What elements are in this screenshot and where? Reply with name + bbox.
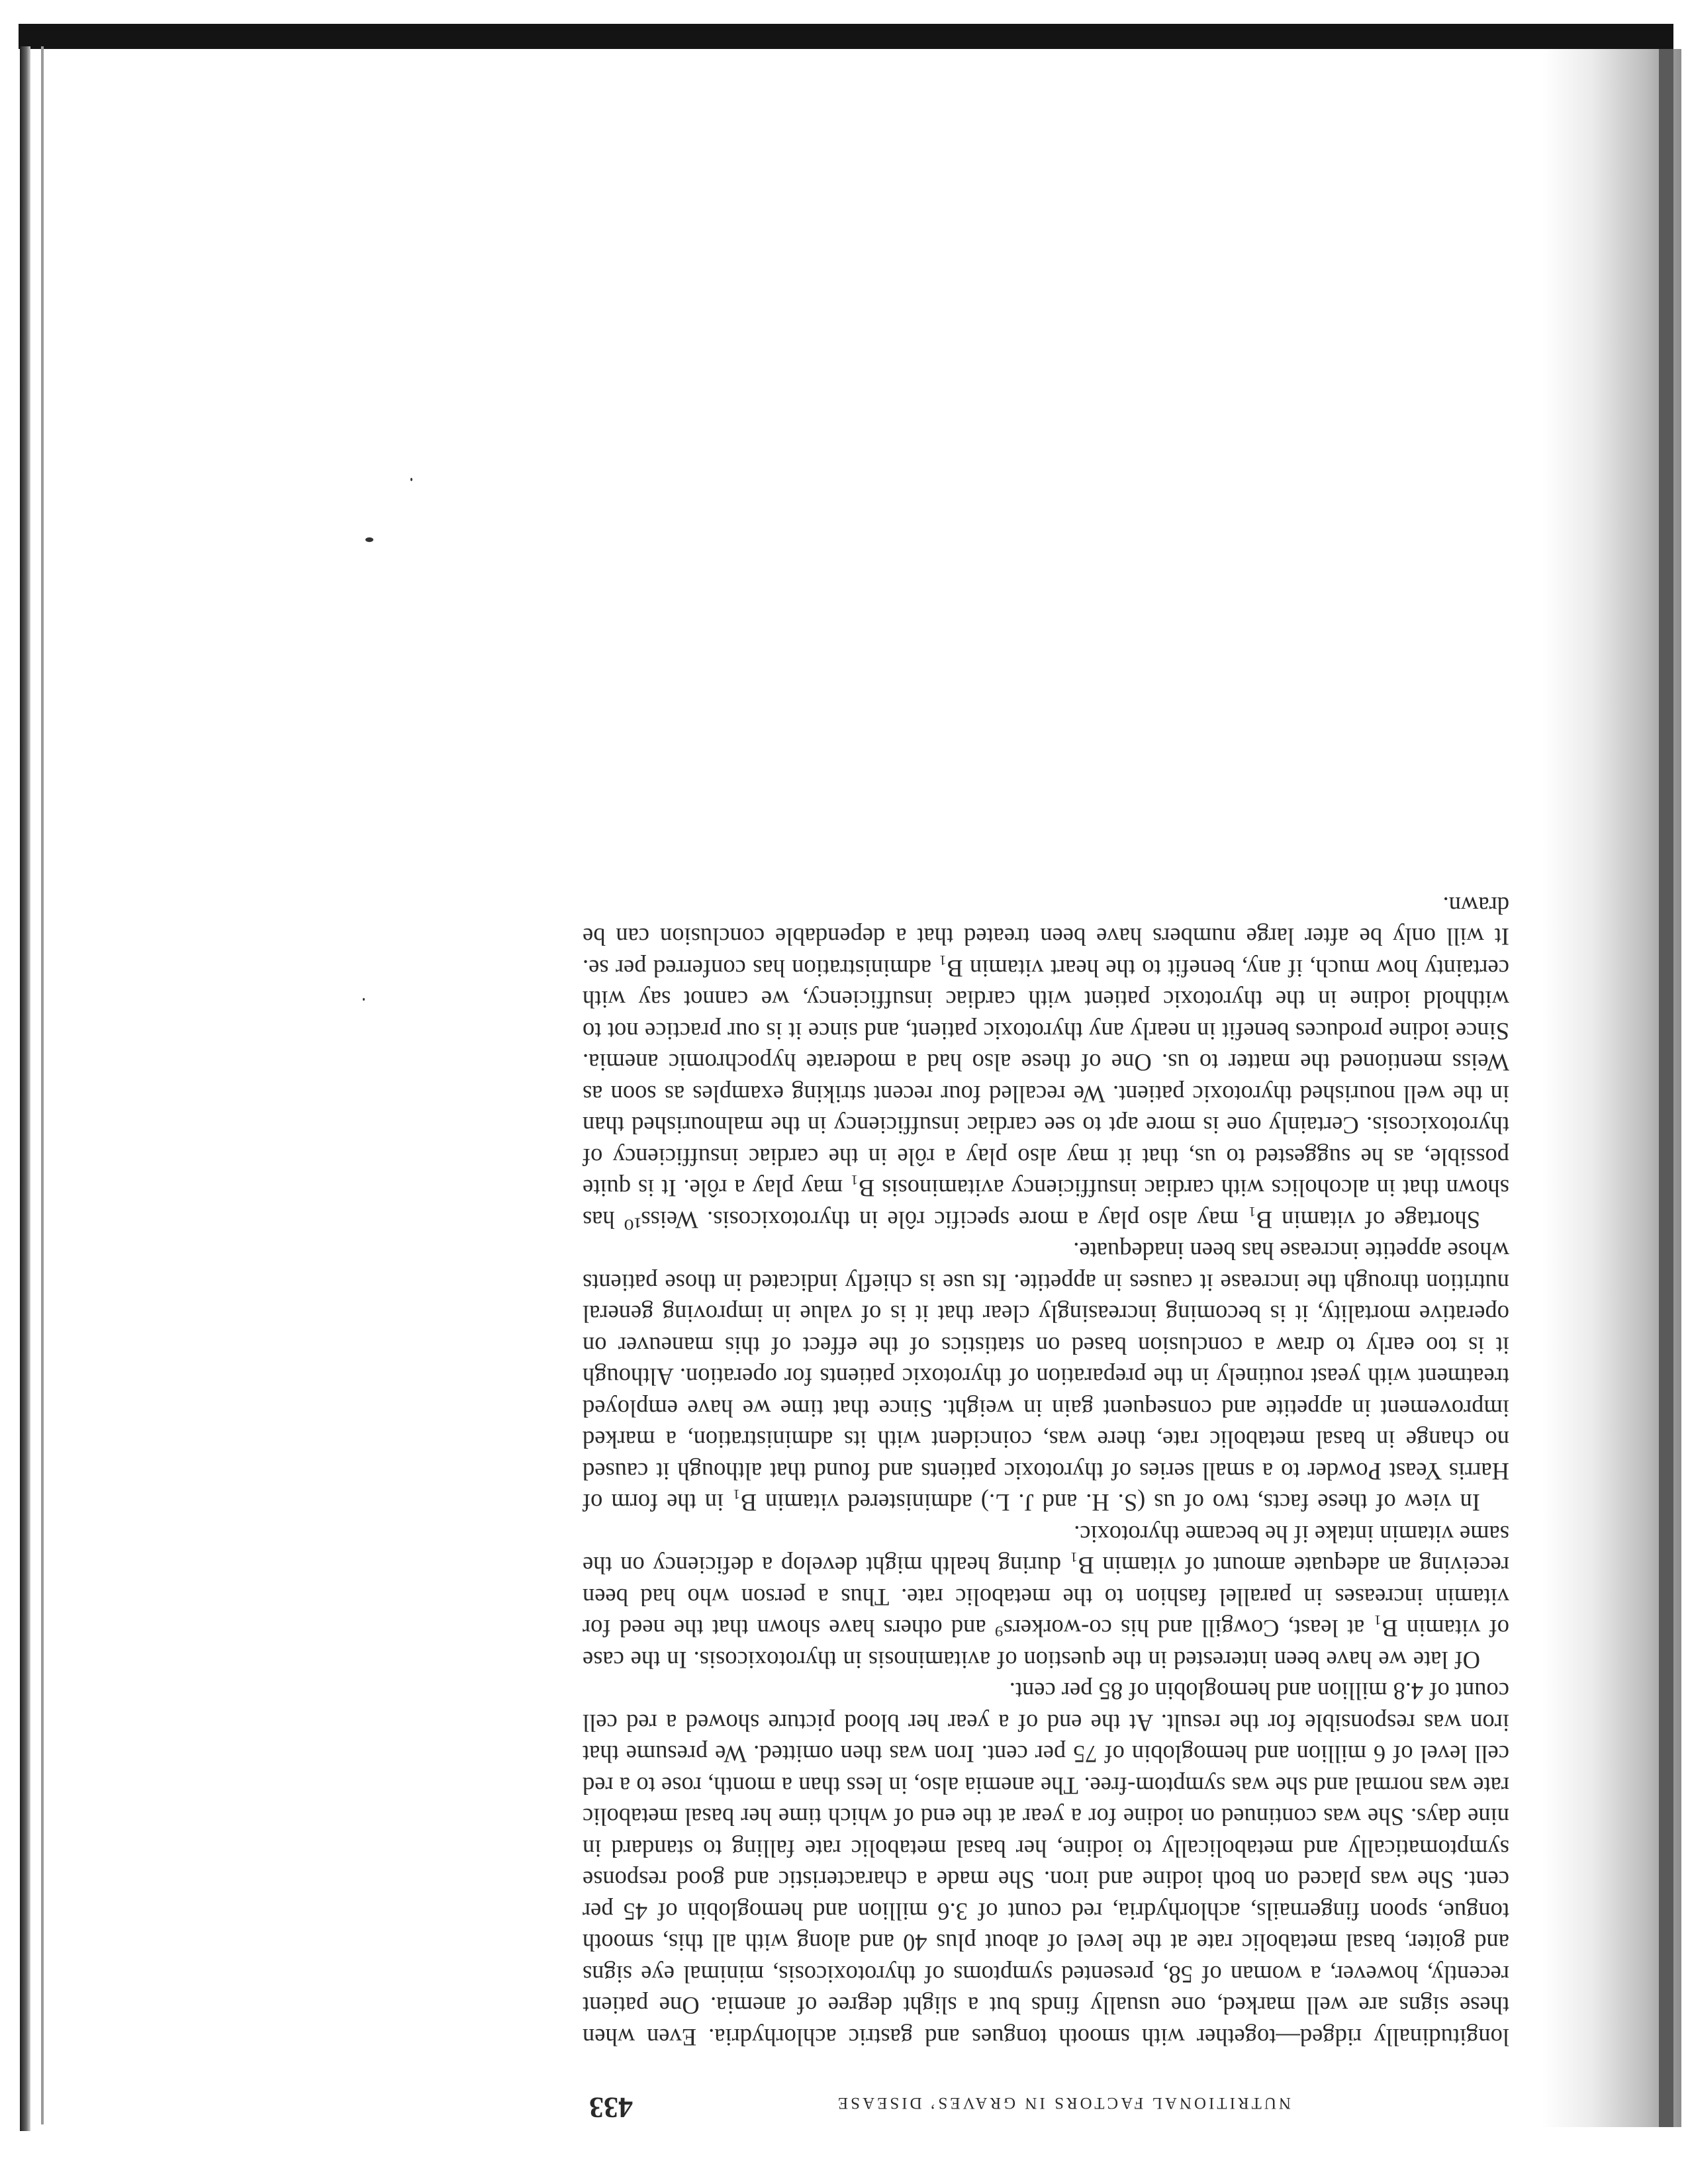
book-page <box>583 457 1509 2124</box>
scan-speck <box>410 478 412 481</box>
paragraph: Shortage of vitamin B₁ may also play a more specific rôle in thyrotoxicosis. Weiss¹⁰ has shown that in alcoholics with cardiac insufficiency avitaminosis B₁ may play a rôle. It is quite possible, as he suggested to us, that it may also play a rôle in the cardiac insufficiency of thyrotoxicosis. Certainly one is more apt to see cardiac insufficiency in the malnourished than in the well nourished thyrotoxic patient. We recalled four recent striking examples as soon as Weiss mentioned the matter to us. One of these also had a moderate hypochromic anemia. Since iodine produces benefit in nearly any thyrotoxic patient, and since it is our practice not to withhold iodine in the thyrotoxic patient with cardiac insufficiency, we cannot say with certainty how much, if any, benefit to the heart vitamin B₁ administration has conferred per se. It will only be after large numbers have been treated that a dependable conclusion can be drawn. <box>583 892 1509 1234</box>
page-number: 433 <box>589 2091 633 2124</box>
scan-top-border <box>19 24 1673 49</box>
scan-left-border <box>20 46 30 2131</box>
scan-speck <box>363 998 365 1001</box>
scan-speck <box>365 537 373 542</box>
paragraph: In view of these facts, two of us (S. H. and J. L.) administered vitamin B₁ in the form of Harris Yeast Powder to a small series of thyrotoxic patients and found that although it caused no change in basal metabolic rate, there was, coincident with its administration, a marked improvement in appetite and consequent gain in weight. Since that time we have employed treatment with yeast routinely in the preparation of thyrotoxic patients for operation. Although it is too early to draw a conclusion based on statistics of the effect of this maneuver on operative mortality, it is becoming increasingly clear that it is of value in improving general nutrition through the increase it causes in appetite. Its use is chiefly indicated in those patients whose appetite increase has been inadequate. <box>583 1238 1509 1517</box>
paragraph: Of late we have been interested in the question of avitaminosis in thyrotoxicosis. In the case of vitamin B₁ at least, Cowgill and his co-workers⁹ and others have shown that the need for vitamin increases in parallel fashion to the metabolic rate. Thus a person who had been receiving an adequate amount of vitamin B₁ during health might develop a deficiency on the same vitamin intake if he became thyrotoxic. <box>583 1521 1509 1674</box>
paragraph: longitudinally ridged—together with smooth tongues and gastric achlorhydria. Even when these signs are well marked, one usually finds but a slight degree of anemia. One patient recently, however, a woman of 58, presented symptoms of thyrotoxicosis, minimal eye signs and goiter, basal metabolic rate at the level of about plus 40 and along with all this, smooth tongue, spoon fingernails, achlorhydria, red count of 3.6 million and hemoglobin of 45 per cent. She was placed on both iodine and iron. She made a characteristic and good response symptomatically and metabolically to iodine, her basal metabolic rate falling to standard in nine days. She was continued on iodine for a year at the end of which time her basal metabolic rate was normal and she was symptom-free. The anemia also, in less than a month, rose to a red cell level of 6 million and hemoglobin of 75 per cent. Iron was then omitted. We presume that iron was responsible for the result. At the end of a year her blood picture showed a red cell count of 4.8 million and hemoglobin of 85 per cent. <box>583 1678 1509 2051</box>
scan-left-line <box>41 46 44 2124</box>
running-head: NUTRITIONAL FACTORS IN GRAVES’ DISEASE <box>835 2094 1291 2112</box>
scan-right-border <box>1659 49 1673 2127</box>
body-text <box>583 890 1509 2054</box>
page-header <box>583 2065 1509 2124</box>
